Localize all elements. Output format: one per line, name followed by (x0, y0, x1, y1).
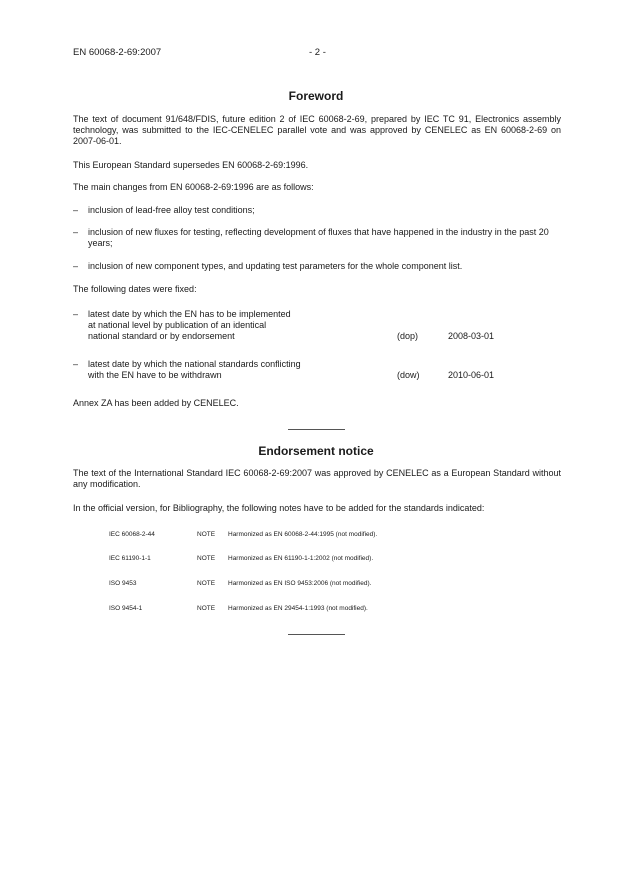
date-entry-line: latest date by which the EN has to be implemented (88, 309, 291, 319)
foreword-dates-intro: The following dates were fixed: (73, 284, 197, 294)
change-item-text: inclusion of lead-free alloy test conditions; (88, 205, 255, 215)
header-doc-id: EN 60068-2-69:2007 (73, 47, 162, 58)
foreword-annex: Annex ZA has been added by CENELEC. (73, 398, 239, 408)
dash-bullet: – (73, 227, 79, 237)
bibliography-note-label: NOTE (197, 531, 216, 538)
foreword-supersedes: This European Standard supersedes EN 60068-2-69:1996. (73, 160, 309, 170)
dash-bullet: – (73, 359, 79, 369)
bibliography-note-label: NOTE (197, 580, 216, 587)
change-item-text: inclusion of new component types, and updating test parameters for the whole component list. (88, 261, 463, 271)
bibliography-note-text: Harmonized as EN 29454-1:1993 (not modified). (228, 605, 368, 612)
header-page-number: - 2 - (309, 47, 326, 58)
dash-bullet: – (73, 205, 79, 215)
bibliography-note-text: Harmonized as EN 61190-1-1:2002 (not modified). (228, 555, 374, 562)
bibliography-standard: ISO 9454-1 (109, 605, 143, 612)
bibliography-standard: ISO 9453 (109, 580, 137, 587)
foreword-changes-intro: The main changes from EN 60068-2-69:1996 are as follows: (73, 182, 314, 192)
bibliography-note-label: NOTE (197, 555, 216, 562)
date-entry-line: national standard or by endorsement (88, 331, 235, 341)
endorsement-bibliography-intro: In the official version, for Bibliography, the following notes have to be added for the standards indicated: (73, 503, 485, 513)
date-entry-date: 2010-06-01 (448, 370, 495, 380)
section-divider (288, 634, 345, 635)
dash-bullet: – (73, 261, 79, 271)
date-entry-line: at national level by publication of an identical (88, 320, 267, 330)
date-entry-code: (dow) (397, 370, 420, 380)
section-divider (288, 429, 345, 430)
change-item-text: inclusion of new fluxes for testing, reflecting development of fluxes that have happened in the industry in the past 20 years; (88, 227, 549, 248)
date-entry-description (88, 359, 388, 381)
bibliography-note-text: Harmonized as EN ISO 9453:2006 (not modified). (228, 580, 372, 587)
foreword-intro: The text of document 91/648/FDIS, future edition 2 of IEC 60068-2-69, prepared by IEC TC 91, Electronics assembly technology, was submitted to the IEC-CENELEC parallel vote and was approved by CENELEC as EN 60068-2-69 on 2007-06-01. (73, 114, 561, 146)
date-entry-date: 2008-03-01 (448, 331, 495, 341)
endorsement-text: The text of the International Standard IEC 60068-2-69:2007 was approved by CENELEC as a European Standard without any modification. (73, 468, 561, 489)
bibliography-note-label: NOTE (197, 605, 216, 612)
date-entry-line: latest date by which the national standards conflicting (88, 359, 301, 369)
dash-bullet: – (73, 309, 79, 319)
date-entry-description (88, 309, 388, 342)
bibliography-standard: IEC 60068-2-44 (109, 531, 155, 538)
date-entry-code: (dop) (397, 331, 419, 341)
date-entry-line: with the EN have to be withdrawn (88, 370, 222, 380)
bibliography-note-text: Harmonized as EN 60068-2-44:1995 (not modified). (228, 531, 378, 538)
foreword-title: Foreword (288, 89, 344, 103)
endorsement-title: Endorsement notice (258, 444, 374, 458)
bibliography-standard: IEC 61190-1-1 (109, 555, 151, 562)
